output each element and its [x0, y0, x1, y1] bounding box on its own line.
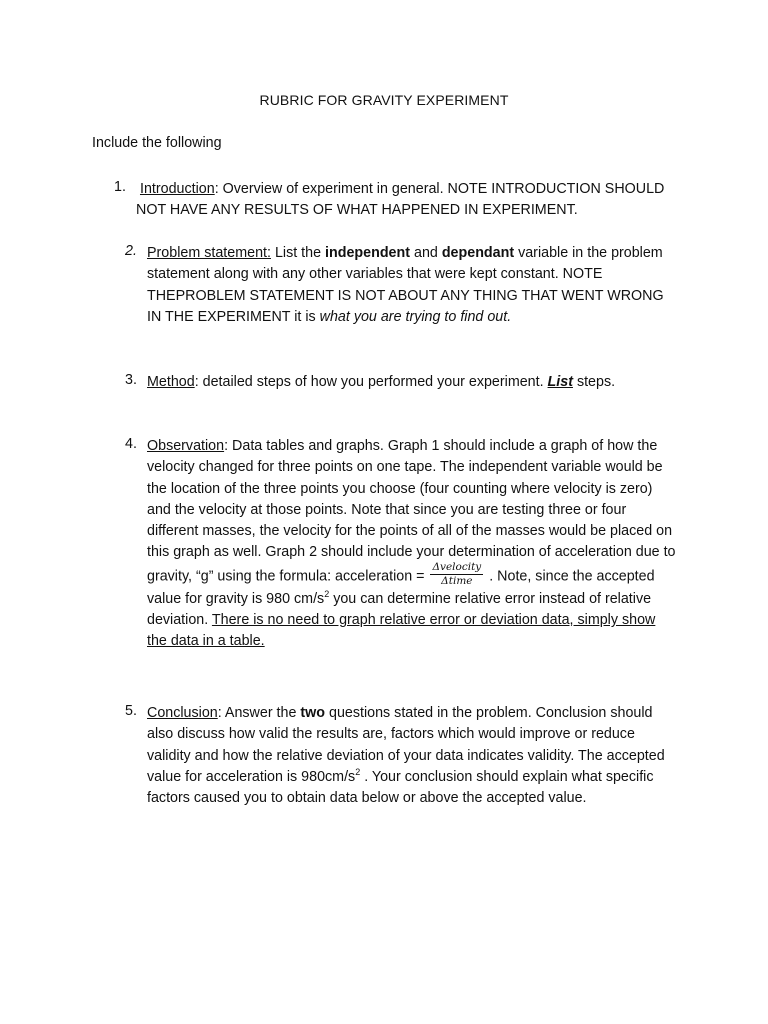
item-label: Method [147, 374, 195, 390]
item-number: 5. [125, 703, 137, 719]
acceleration-formula-fraction: $\frac{\text{Δvelocity}}{\text{Δtime}}$ [432, 560, 482, 587]
item-label: Problem statement: [147, 245, 271, 261]
item-label: Conclusion [147, 705, 218, 721]
item-number: 1. [114, 179, 126, 195]
item-number: 2. [125, 243, 137, 259]
item-conclusion: Conclusion: Answer the two questions stated in the problem. Conclusion should also discuss how valid the results are, factors which would improve or reduce validity and how the relative deviation of your data indicates validity. The accepted value for acceleration is $980cm/s^2$ . Your conclusion should explain what specific factors caused you to obtain data below or above the accepted value. [147, 705, 665, 807]
item-problem-statement: Problem statement: List the independent and dependant variable in the problem statement along with any other variables that were kept constant. NOTE THEPROBLEM STATEMENT IS NOT ABOUT ANY THING THAT WENT WRONG IN THE EXPERIMENT it is what you are trying to find out. [147, 245, 664, 325]
item-label: Observation [147, 438, 225, 454]
item-number: 3. [125, 372, 137, 388]
item-number: 4. [125, 436, 137, 452]
item-observation: Observation: Data tables and graphs. Graph 1 should include a graph of how the velocity changed for three points on one tape. The independent variable would be the location of the three points you choose (four counting where velocity is zero) and the velocity at those points. Note that since you are testing three or four different masses, the velocity for the points of all of the masses would be placed on this graph as well. Graph 2 should include your determination of acceleration due to gravity, “g” using the formula: acceleration = $\frac{\text{Δvelocity}}{\text{Δtime}}$ . Note, since the accepted value for gravity is 980 $cm/s^2$ you can determine relative error instead of relative deviation. There is no need to graph relative error or deviation data, simply show the data in a table. [147, 438, 676, 650]
item-method: Method: detailed steps of how you performed your experiment. List steps. [147, 374, 616, 390]
item-label: Introduction [139, 181, 215, 197]
intro-line: Include the following [92, 135, 222, 151]
item-text: Overview of experiment in general. NOTE INTRODUCTION SHOULD NOT HAVE ANY RESULTS OF WHAT HAPPENED IN EXPERIMENT. [136, 181, 665, 219]
item-introduction: Introduction: Overview of experiment in general. NOTE INTRODUCTION SHOULD NOT HAVE ANY RESULTS OF WHAT HAPPENED IN EXPERIMENT. [136, 181, 665, 219]
document-title: RUBRIC FOR GRAVITY EXPERIMENT [259, 92, 509, 108]
